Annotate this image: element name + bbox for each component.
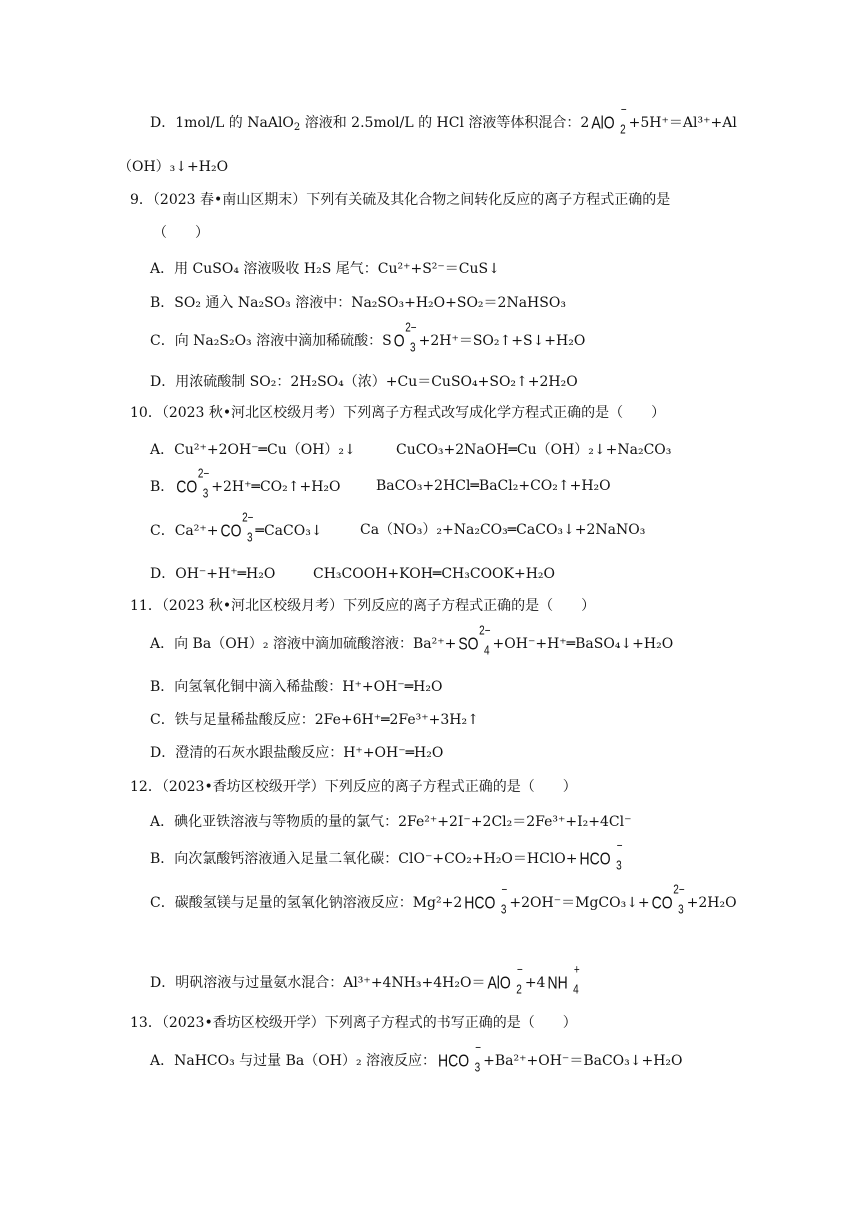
ammonium-ion: NH + 4 [547, 963, 580, 997]
q10-option-a-ionic: A．Cu²⁺+2OH⁻═Cu（OH）₂↓ [150, 442, 356, 458]
q9-answer-paren: （ ） [153, 225, 209, 241]
q9-option-b: B．SO₂ 通入 Na₂SO₃ 溶液中：Na₂SO₃+H₂O+SO₂＝2NaHSO₃ [150, 295, 566, 311]
q12-option-d: D．明矾溶液与过量氨水混合：Al³⁺+4NH₃+4H₂O＝ AlO − 2 +4 NH + 4 [150, 963, 580, 997]
q11-option-d: D．澄清的石灰水跟盐酸反应：H⁺+OH⁻═H₂O [150, 745, 444, 761]
bicarbonate-ion: HCO − 3 [464, 883, 508, 917]
q12-option-b: B．向次氯酸钙溶液通入足量二氧化碳：ClO⁻+CO₂+H₂O＝HClO+ HCO − 3 [150, 839, 623, 873]
q12-stem: 12．（2023•香坊区校级开学）下列反应的离子方程式正确的是（ ） [130, 779, 577, 795]
q9-option-a: A．用 CuSO₄ 溶液吸收 H₂S 尾气：Cu²⁺+S²⁻＝CuS↓ [150, 261, 500, 277]
thiosulfate-ion: O 2− 3 [393, 321, 417, 355]
q9-option-c: C．向 Na₂S₂O₃ 溶液中滴加稀硫酸：S O 2− 3 +2H⁺＝SO₂↑+S↓+H₂O [150, 321, 586, 355]
q8-option-d-cont: （OH）₃↓+H₂O [118, 159, 229, 175]
carbonate-ion: CO 2− 3 [651, 883, 685, 917]
q11-option-a: A．向 Ba（OH）₂ 溶液中滴加硫酸溶液：Ba²⁺+ SO 2− 4 +OH⁻+H⁺═BaSO₄↓+H₂O [150, 624, 674, 658]
q10-stem: 10．（2023 秋•河北区校级月考）下列离子方程式改写成化学方程式正确的是（ ） [130, 405, 666, 421]
bicarbonate-ion: HCO − 3 [579, 839, 623, 873]
q10-option-c-molecular: Ca（NO₃）₂+Na₂CO₃═CaCO₃↓+2NaNO₃ [360, 522, 646, 538]
aluminate-ion: AlO − 2 [591, 103, 627, 137]
q10-option-b-molecular: BaCO₃+2HCl═BaCl₂+CO₂↑+H₂O [376, 478, 611, 494]
q9-stem: 9．（2023 春•南山区期末）下列有关硫及其化合物之间转化反应的离子方程式正确的是 [130, 192, 671, 208]
carbonate-ion: CO 2− 3 [220, 511, 254, 545]
q10-option-d-molecular: CH₃COOH+KOH═CH₃COOK+H₂O [313, 566, 556, 582]
q10-option-a-molecular: CuCO₃+2NaOH═Cu（OH）₂↓+Na₂CO₃ [396, 442, 672, 458]
q10-option-c-ionic: C．Ca²⁺+ CO 2− 3 ═CaCO₃↓ [150, 511, 323, 545]
q9-option-d: D．用浓硫酸制 SO₂：2H₂SO₄（浓）+Cu＝CuSO₄+SO₂↑+2H₂O [150, 374, 578, 390]
q12-option-a: A．碘化亚铁溶液与等物质的量的氯气：2Fe²⁺+2I⁻+2Cl₂＝2Fe³⁺+I₂+4Cl⁻ [150, 814, 632, 830]
bicarbonate-ion: HCO − 3 [438, 1041, 482, 1075]
q12-option-c: C．碳酸氢镁与足量的氢氧化钠溶液反应：Mg²+2 HCO − 3 +2OH⁻＝MgCO₃↓+ CO 2− 3 +2H₂O [150, 883, 737, 917]
q13-option-a: A．NaHCO₃ 与过量 Ba（OH）₂ 溶液反应： HCO − 3 +Ba²⁺+OH⁻＝BaCO₃↓+H₂O [150, 1041, 683, 1075]
sulfate-ion: SO 2− 4 [458, 624, 491, 658]
carbonate-ion: CO 2− 3 [176, 467, 210, 501]
q13-stem: 13．（2023•香坊区校级开学）下列离子方程式的书写正确的是（ ） [130, 1015, 577, 1031]
q11-stem: 11．（2023 秋•河北区校级月考）下列反应的离子方程式正确的是（ ） [130, 598, 596, 614]
q11-option-b: B．向氢氧化铜中滴入稀盐酸：H⁺+OH⁻═H₂O [150, 679, 443, 695]
aluminate-ion: AlO − 2 [487, 963, 523, 997]
q8-option-d: D．1mol/L 的 NaAlO$_2$ 溶液和 2.5mol/L 的 HCl 溶液等体积混合：2 AlO − 2 +5H⁺＝Al³⁺+Al [150, 103, 737, 137]
q10-option-d-ionic: D．OH⁻+H⁺═H₂O [150, 566, 276, 582]
q10-option-b-ionic: B． CO 2− 3 +2H⁺═CO₂↑+H₂O [150, 467, 341, 501]
q11-option-c: C．铁与足量稀盐酸反应：2Fe+6H⁺═2Fe³⁺+3H₂↑ [150, 712, 479, 728]
